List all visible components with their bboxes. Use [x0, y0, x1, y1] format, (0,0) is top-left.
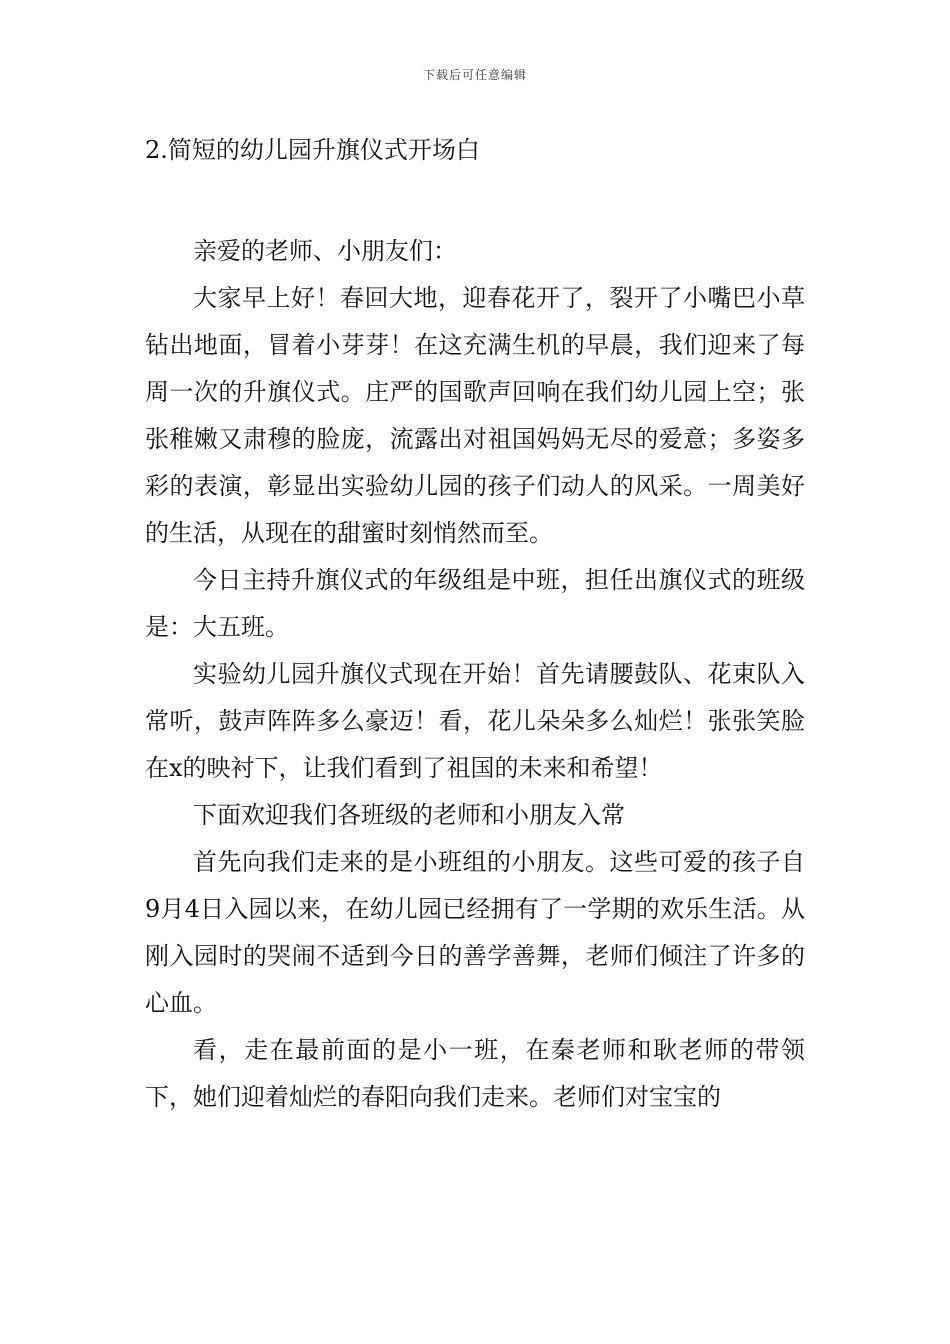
- paragraph-host-class: 今日主持升旗仪式的年级组是中班，担任出旗仪式的班级是：大五班。: [145, 566, 805, 641]
- paragraph-opening: 大家早上好！春回大地，迎春花开了，裂开了小嘴巴小草钻出地面，冒着小芽芽！在这充满生机的早晨，我们迎来了每周一次的升旗仪式。庄严的国歌声回响在我们幼儿园上空；张张稚嫩又肃穆的脸庞，流露出对祖国妈妈无尽的爱意；多姿多彩的表演，彰显出实验幼儿园的孩子们动人的风采。一周美好的生活，从现在的甜蜜时刻悄然而至。: [145, 284, 805, 547]
- document-body: [145, 228, 805, 1121]
- paragraph-small-class: 首先向我们走来的是小班组的小朋友。这些可爱的孩子自9月4日入园以来，在幼儿园已经拥有了一学期的欢乐生活。从刚入园时的哭闹不适到今日的善学善舞，老师们倾注了许多的心血。: [145, 848, 805, 1017]
- header-note: 下载后可任意编辑: [422, 68, 527, 82]
- document-title: 2.简短的幼儿园升旗仪式开场白: [145, 136, 480, 164]
- paragraph-class-one: 看，走在最前面的是小一班，在秦老师和耿老师的带领下，她们迎着灿烂的春阳向我们走来。老师们对宝宝的: [145, 1036, 805, 1111]
- paragraph-greeting: 亲爱的老师、小朋友们：: [193, 237, 457, 265]
- paragraph-welcome: 下面欢迎我们各班级的老师和小朋友入常: [193, 801, 625, 829]
- paragraph-ceremony-start: 实验幼儿园升旗仪式现在开始！首先请腰鼓队、花束队入常听，鼓声阵阵多么豪迈！看，花儿朵朵多么灿烂！张张笑脸在x的映衬下，让我们看到了祖国的未来和希望！: [145, 660, 805, 782]
